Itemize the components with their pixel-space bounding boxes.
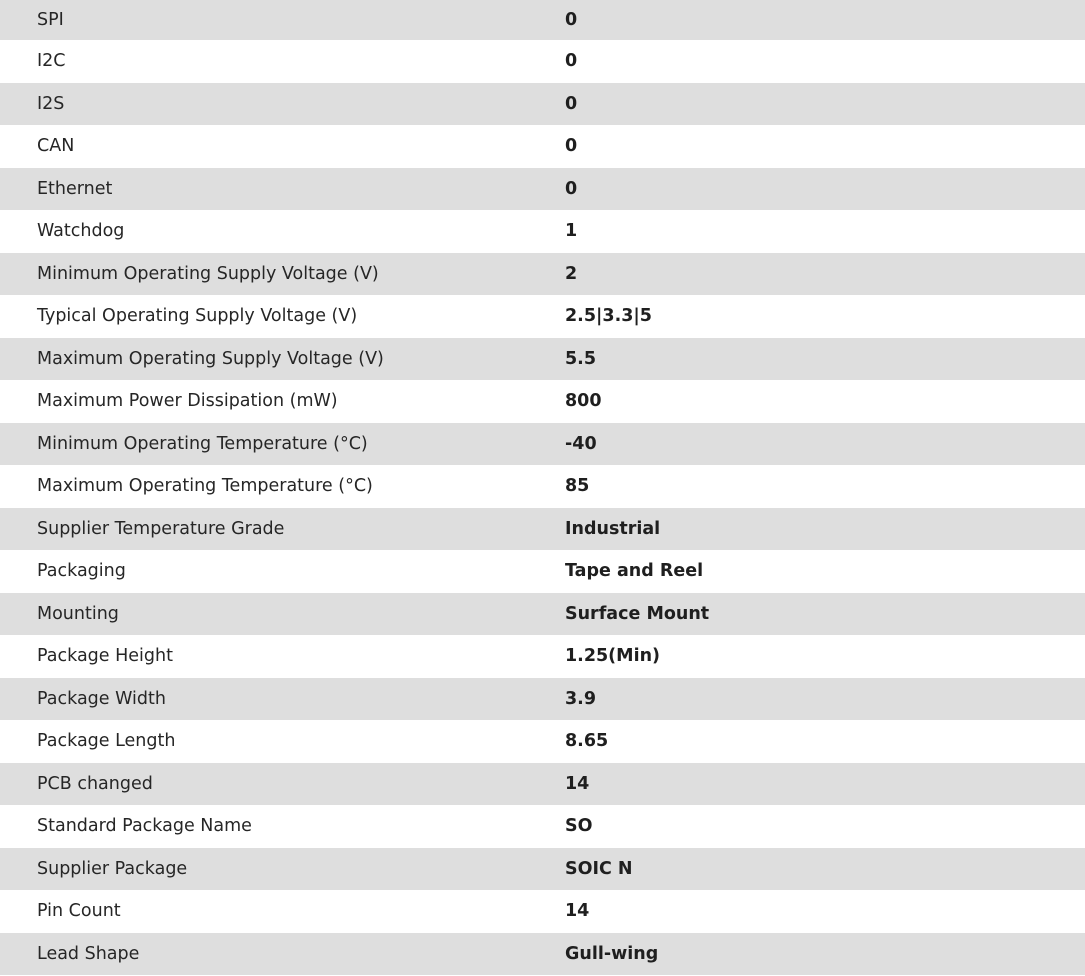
spec-value: 0: [565, 10, 578, 30]
spec-row-temperature-grade: [0, 508, 1085, 551]
spec-value: 1.25(Min): [565, 646, 661, 667]
spec-value: 14: [565, 901, 590, 922]
spec-row-spi: [0, 0, 1085, 40]
spec-row-max-power-dissipation: [0, 380, 1085, 423]
spec-label: Packaging: [37, 561, 126, 582]
spec-value: -40: [565, 433, 597, 454]
spec-value: 85: [565, 476, 590, 497]
spec-row-standard-package-name: [0, 805, 1085, 848]
spec-row-pcb-changed: [0, 763, 1085, 806]
spec-row-can: [0, 125, 1085, 168]
spec-label: I2S: [37, 93, 65, 114]
spec-value: 2.5|3.3|5: [565, 306, 652, 327]
spec-value: Surface Mount: [565, 603, 710, 624]
spec-label: Lead Shape: [37, 943, 140, 964]
spec-label: Supplier Package: [37, 858, 188, 879]
spec-label: Maximum Operating Supply Voltage (V): [37, 348, 384, 369]
spec-row-mounting: [0, 593, 1085, 636]
spec-row-typ-supply-voltage: [0, 295, 1085, 338]
spec-value: Tape and Reel: [565, 561, 704, 582]
spec-row-max-supply-voltage: [0, 338, 1085, 381]
spec-label: Maximum Operating Temperature (°C): [37, 476, 373, 497]
spec-value: 8.65: [565, 731, 609, 752]
spec-row-packaging: [0, 550, 1085, 593]
spec-row-lead-shape: [0, 933, 1085, 976]
spec-row-max-temperature: [0, 465, 1085, 508]
spec-value: 3.9: [565, 688, 597, 709]
spec-value: Industrial: [565, 518, 661, 539]
spec-label: Package Length: [37, 731, 176, 752]
spec-row-min-supply-voltage: [0, 253, 1085, 296]
spec-value: 14: [565, 773, 590, 794]
spec-row-package-height: [0, 635, 1085, 678]
spec-row-i2s: [0, 83, 1085, 126]
spec-value: 1: [565, 221, 578, 242]
spec-row-ethernet: [0, 168, 1085, 211]
spec-value: 0: [565, 51, 578, 72]
spec-value: 5.5: [565, 348, 597, 369]
spec-label: Standard Package Name: [37, 816, 252, 837]
spec-row-min-temperature: [0, 423, 1085, 466]
spec-row-package-width: [0, 678, 1085, 721]
spec-value: 0: [565, 93, 578, 114]
spec-value: 0: [565, 136, 578, 157]
spec-value: Gull-wing: [565, 943, 659, 964]
spec-label: Minimum Operating Temperature (°C): [37, 433, 368, 454]
spec-row-i2c: [0, 40, 1085, 83]
spec-label: Mounting: [37, 603, 119, 624]
spec-value: 2: [565, 263, 578, 284]
spec-label: Pin Count: [37, 901, 121, 922]
spec-label: Ethernet: [37, 178, 113, 199]
spec-label: I2C: [37, 51, 66, 72]
spec-label: SPI: [37, 10, 64, 30]
spec-label: Supplier Temperature Grade: [37, 518, 285, 539]
spec-row-package-length: [0, 720, 1085, 763]
spec-label: Maximum Power Dissipation (mW): [37, 391, 338, 412]
spec-value: 0: [565, 178, 578, 199]
spec-row-supplier-package: [0, 848, 1085, 891]
spec-value: SO: [565, 816, 593, 837]
spec-label: CAN: [37, 136, 75, 157]
spec-label: Typical Operating Supply Voltage (V): [37, 306, 358, 327]
spec-row-pin-count: [0, 890, 1085, 933]
spec-label: Package Height: [37, 646, 173, 667]
spec-label: Package Width: [37, 688, 166, 709]
spec-value: SOIC N: [565, 858, 633, 879]
spec-value: 800: [565, 391, 602, 412]
spec-label: Watchdog: [37, 221, 125, 242]
spec-label: PCB changed: [37, 773, 153, 794]
spec-row-watchdog: [0, 210, 1085, 253]
spec-label: Minimum Operating Supply Voltage (V): [37, 263, 379, 284]
